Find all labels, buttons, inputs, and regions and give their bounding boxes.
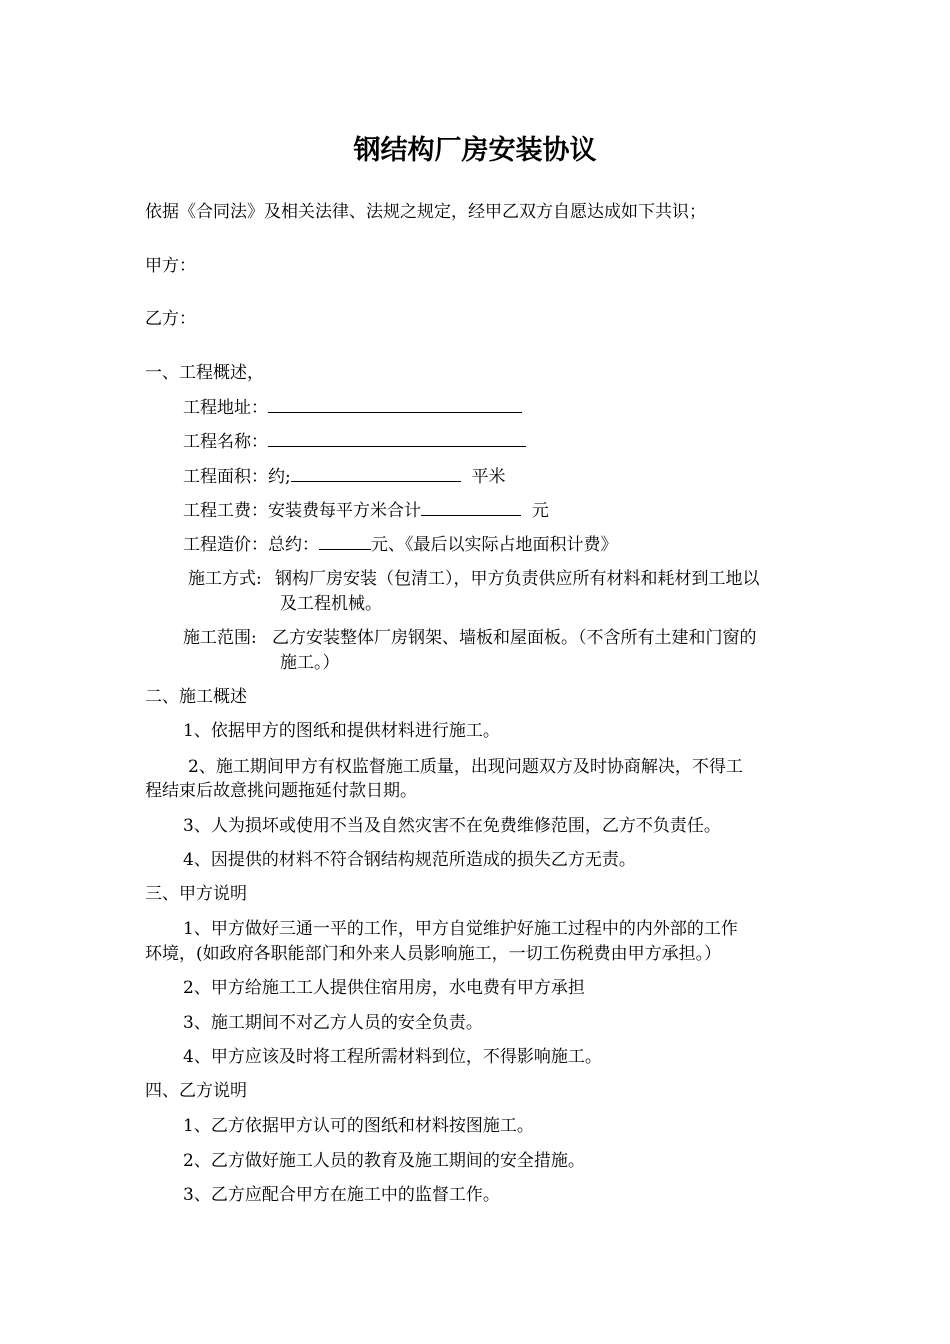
address-blank [268,396,522,413]
s2-item-2-line-2: 程结束后故意挑问题拖延付款日期。 [145,781,417,801]
s3-item-3: 3、施工期间不对乙方人员的安全负责。 [183,1013,483,1033]
s3-item-1-line-1: 1、甲方做好三通一平的工作，甲方自觉维护好施工过程中的内外部的工作 [183,919,738,939]
fee-unit: 元 [531,501,549,521]
project-name-label: 工程名称： [183,432,268,452]
section-3-heading: 三、甲方说明 [145,884,247,904]
document-title: 钢结构厂房安装协议 [353,135,597,166]
intro-paragraph: 依据《合同法》及相关法律、法规之规定，经甲乙双方自愿达成如下共识； [145,202,706,222]
cost-blank [319,533,371,550]
area-label: 工程面积：约; [183,467,291,487]
address-label: 工程地址： [183,398,268,418]
section-4-heading: 四、乙方说明 [145,1081,247,1101]
s3-item-4: 4、甲方应该及时将工程所需材料到位，不得影响施工。 [183,1047,602,1067]
method-text-1: 钢构厂房安装（包清工），甲方负责供应所有材料和耗材到工地以 [275,569,760,589]
project-name-line [183,430,526,453]
section-1-heading: 一、工程概述， [145,363,264,383]
party-a-label: 甲方： [145,256,196,276]
method-label: 施工方式: [188,569,262,589]
s2-item-1: 1、依据甲方的图纸和提供材料进行施工。 [183,721,500,741]
cost-label: 工程造价：总约： [183,535,319,555]
s2-item-4: 4、因提供的材料不符合钢结构规范所造成的损失乙方无责。 [183,850,636,870]
cost-rest: 元、《最后以实际占地面积计费》 [371,535,618,555]
cost-line [183,533,618,556]
area-unit: 平米 [471,467,506,487]
s3-item-1-line-2: 环境，(如政府各职能部门和外来人员影响施工，一切工伤税费由甲方承担。） [145,944,722,964]
method-text-2: 及工程机械。 [280,594,382,614]
fee-blank [421,499,521,516]
s4-item-2: 2、乙方做好施工人员的教育及施工期间的安全措施。 [183,1151,585,1171]
area-line [183,465,506,488]
section-2-heading: 二、施工概述 [145,687,247,707]
area-blank [291,465,461,482]
project-name-blank [268,430,526,447]
scope-text-1: 乙方安装整体厂房钢架、墙板和屋面板。（不含所有土建和门窗的 [272,628,757,648]
fee-line [183,499,549,522]
address-line [183,396,522,419]
party-b-label: 乙方： [145,309,196,329]
s4-item-3: 3、乙方应配合甲方在施工中的监督工作。 [183,1185,500,1205]
s2-item-3: 3、人为损坏或使用不当及自然灾害不在免费维修范围，乙方不负责任。 [183,816,721,836]
s2-item-2-line-1: 2、施工期间甲方有权监督施工质量，出现问题双方及时协商解决，不得工 [188,757,743,777]
scope-text-2: 施工。） [280,653,340,673]
s4-item-1: 1、乙方依据甲方认可的图纸和材料按图施工。 [183,1116,534,1136]
fee-label: 工程工费：安装费每平方米合计 [183,501,421,521]
scope-label: 施工范围: [183,628,257,648]
s3-item-2: 2、甲方给施工工人提供住宿用房，水电费有甲方承担 [183,978,585,998]
